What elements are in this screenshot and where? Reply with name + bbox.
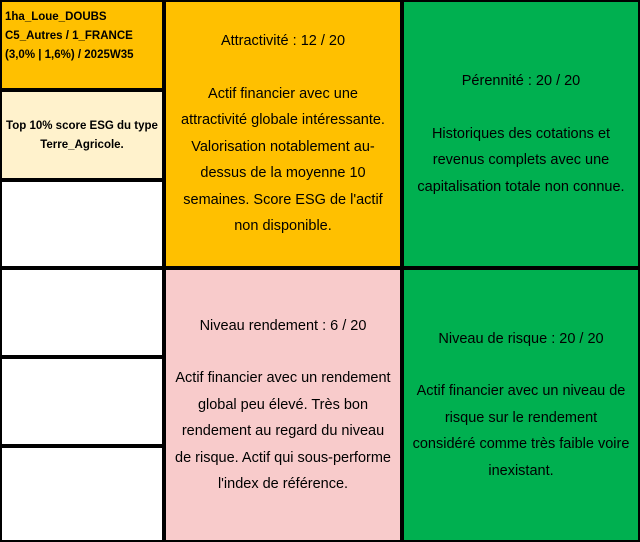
- blank-cell-2: [0, 268, 164, 357]
- attractivite-text: Actif financier avec une attractivité globale intéressante. Valorisation notablement au-dessus de la moyenne 10 semaines. Score ESG de l'actif non disponible.: [181, 85, 385, 235]
- asset-rates-week: (3,0% | 1,6%) / 2025W35: [5, 49, 134, 61]
- rendement-title: Niveau rendement : 6 / 20: [199, 317, 367, 334]
- rendement-text: Actif financier avec un rendement global peu élevé. Très bon rendement au regard du niveau de risque. Actif qui sous-performe l'index de référence.: [175, 370, 391, 492]
- risque-panel: [402, 268, 640, 542]
- rendement-panel: [164, 268, 402, 542]
- asset-name: 1ha_Loue_DOUBS: [5, 11, 107, 23]
- risque-title: Niveau de risque : 20 / 20: [438, 330, 604, 347]
- esg-badge-cell: [0, 90, 164, 180]
- attractivite-title: Attractivité : 12 / 20: [220, 33, 346, 50]
- attractivite-panel: [164, 0, 402, 268]
- perennite-title: Pérennité : 20 / 20: [461, 73, 581, 89]
- asset-info-cell: [0, 0, 164, 90]
- blank-cell-4: [0, 446, 164, 542]
- perennite-panel: [402, 0, 640, 268]
- blank-cell-3: [0, 357, 164, 446]
- risque-text: Actif financier avec un niveau de risque sur le rendement considéré comme très faible voire inexistant.: [412, 383, 630, 479]
- perennite-text: Historiques des cotations et revenus complets avec une capitalisation totale non connue.: [417, 125, 625, 195]
- esg-badge-line1: Top 10% score ESG du type: [6, 120, 158, 132]
- esg-badge-line2: Terre_Agricole.: [40, 139, 124, 151]
- blank-cell-1: [0, 180, 164, 268]
- asset-category: C5_Autres / 1_FRANCE: [5, 30, 133, 42]
